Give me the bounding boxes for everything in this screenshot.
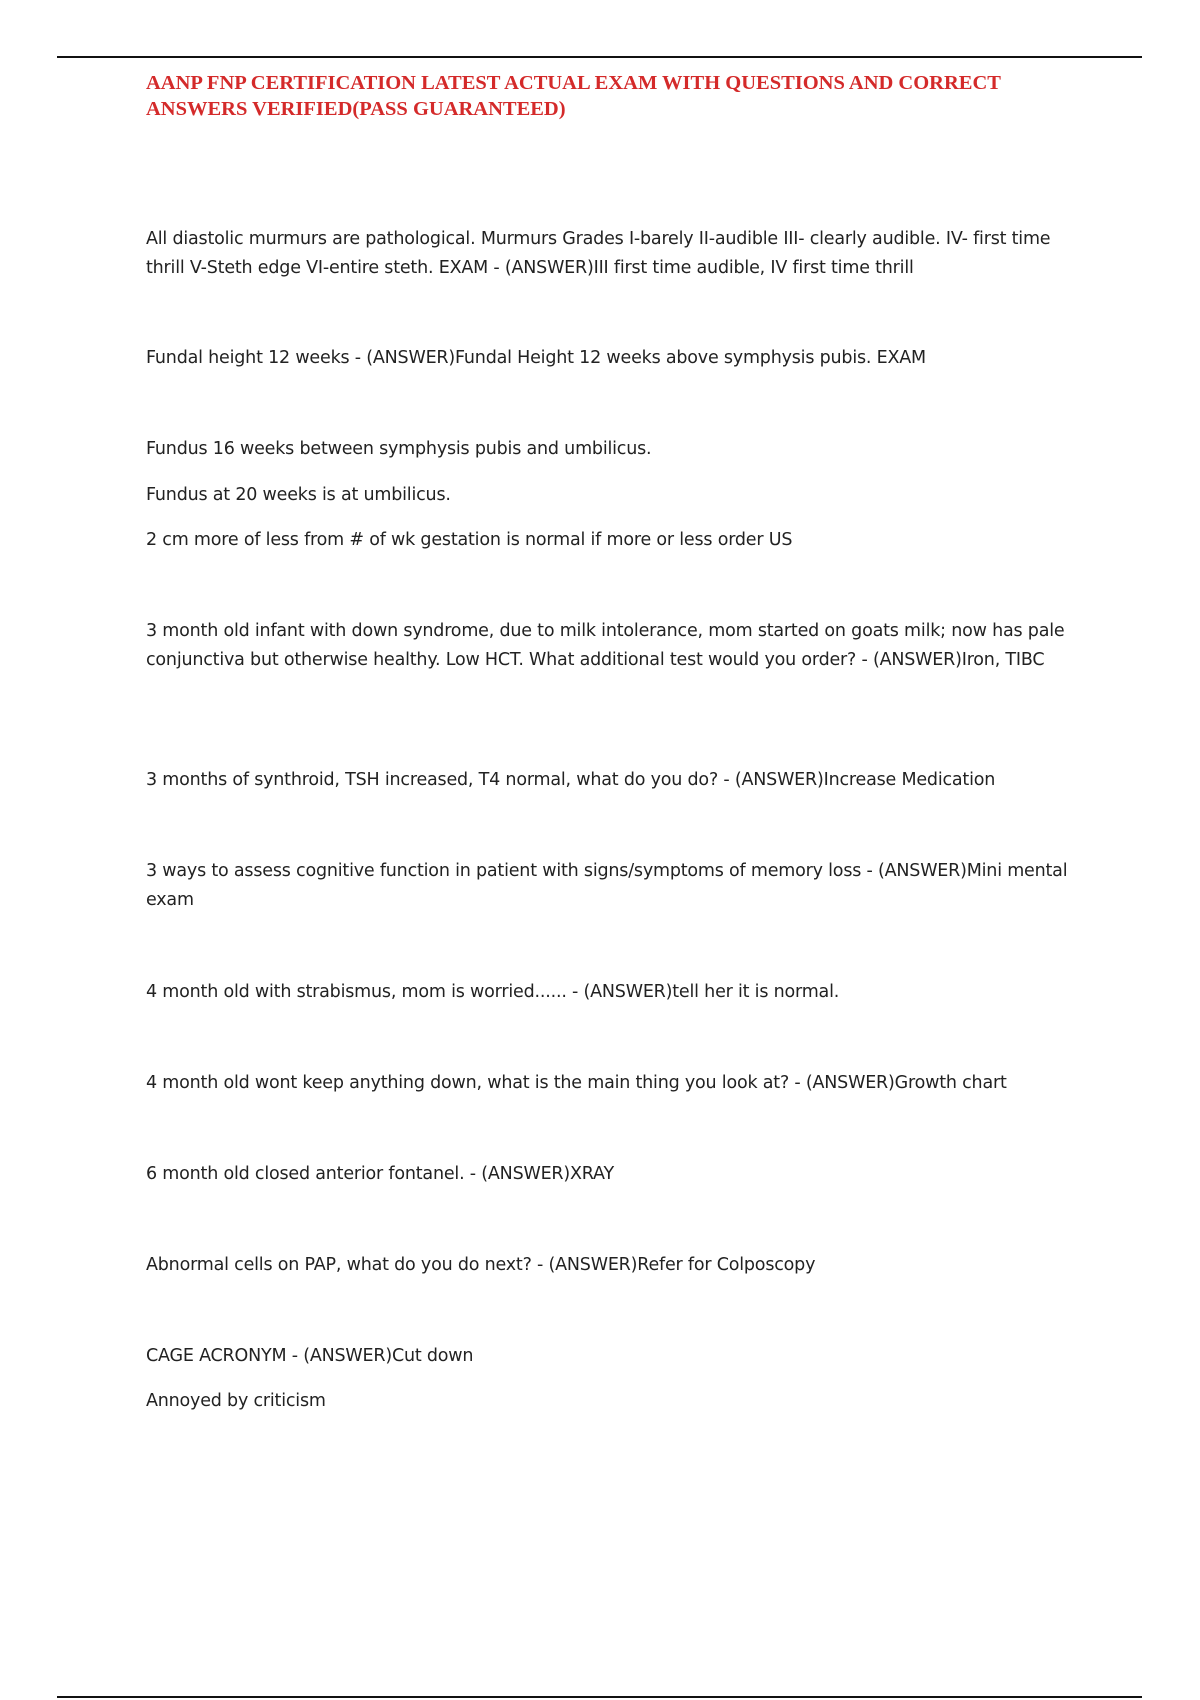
entry-annoyed-by-criticism: Annoyed by criticism [146,1391,326,1411]
entry-diastolic-murmurs: All diastolic murmurs are pathological. Murmurs Grades I-barely II-audible III- clearly audible. IV- first time thrill V-Steth edge VI-entire steth. EXAM - (ANSWER)III first time audible, IV first time thrill [146,229,1051,278]
entry-fundal-height-12-weeks: Fundal height 12 weeks - (ANSWER)Fundal Height 12 weeks above symphysis pubis. EXAM [146,348,926,368]
entry-synthroid: 3 months of synthroid, TSH increased, T4 normal, what do you do? - (ANSWER)Increase Medication [146,770,996,790]
footer-rule [57,1696,1142,1698]
entry-infant-down-syndrome: 3 month old infant with down syndrome, due to milk intolerance, mom started on goats milk; now has pale conjunctiva but otherwise healthy. Low HCT. What additional test would you order? - (ANSWER)Iron, TIBC [146,621,1065,670]
entry-fundus-16-weeks: Fundus 16 weeks between symphysis pubis and umbilicus. [146,439,652,459]
entry-anterior-fontanel: 6 month old closed anterior fontanel. - (ANSWER)XRAY [146,1164,614,1184]
entry-strabismus: 4 month old with strabismus, mom is worried...... - (ANSWER)tell her it is normal. [146,982,840,1002]
entry-abnormal-pap: Abnormal cells on PAP, what do you do next? - (ANSWER)Refer for Colposcopy [146,1255,816,1275]
document-title: AANP FNP CERTIFICATION LATEST ACTUAL EXAM WITH QUESTIONS AND CORRECT ANSWERS VERIFIED(PASS GUARANTEED) [146,72,1001,120]
entry-fundus-20-weeks: Fundus at 20 weeks is at umbilicus. [146,485,451,505]
entry-gestation-measurement: 2 cm more of less from # of wk gestation is normal if more or less order US [146,530,793,550]
entry-cognitive-function: 3 ways to assess cognitive function in patient with signs/symptoms of memory loss - (ANSWER)Mini mental exam [146,861,1068,910]
entry-cage-acronym: CAGE ACRONYM - (ANSWER)Cut down [146,1346,474,1366]
entry-growth-chart: 4 month old wont keep anything down, what is the main thing you look at? - (ANSWER)Growth chart [146,1073,1007,1093]
header-rule [57,56,1142,58]
